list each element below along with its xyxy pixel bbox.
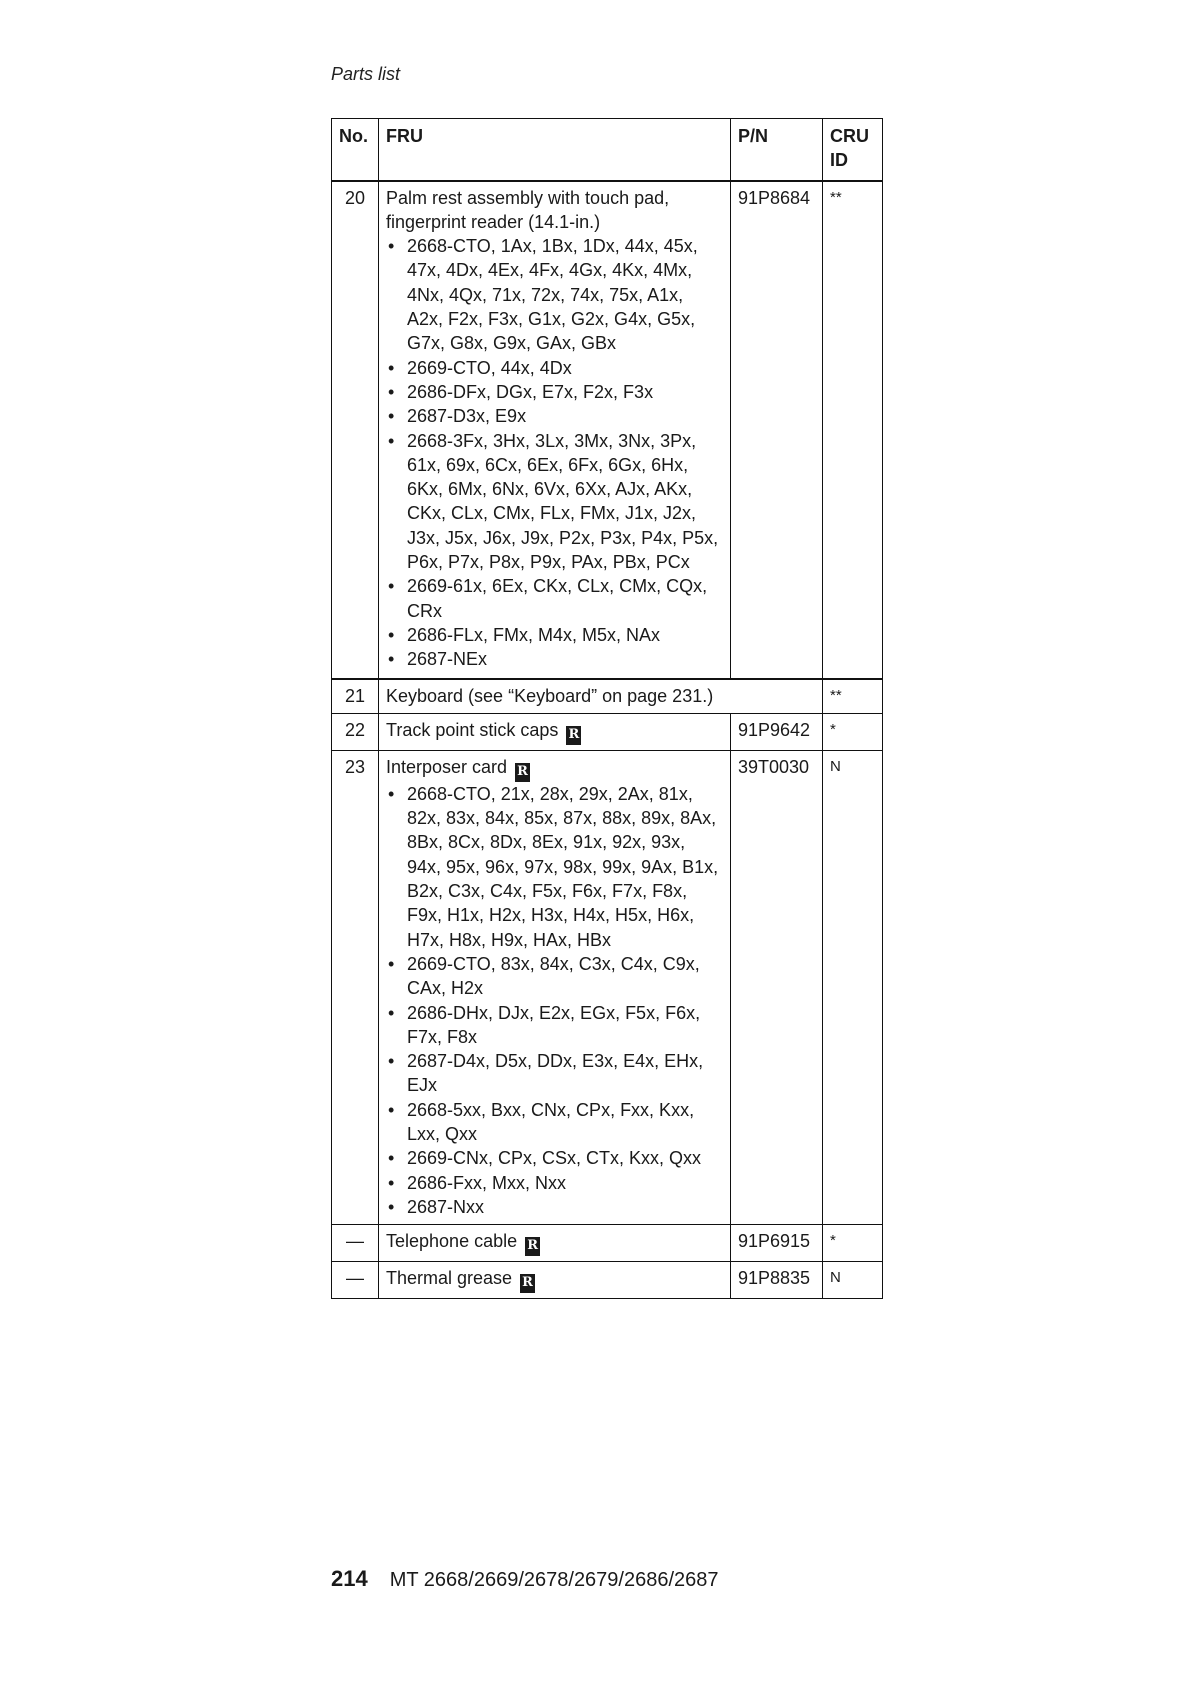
cru-id: **: [823, 181, 883, 679]
model-item: • 2686-FLx, FMx, M4x, M5x, NAx: [386, 623, 723, 647]
model-item: • 2686-DFx, DGx, E7x, F2x, F3x: [386, 380, 723, 404]
table-row: [332, 181, 883, 679]
row-number: 22: [332, 713, 379, 750]
row-number: 23: [332, 750, 379, 1224]
table-header-row: [332, 119, 883, 181]
column-header-fru: FRU: [379, 119, 731, 181]
cru-id: **: [823, 679, 883, 714]
table-row: [332, 1262, 883, 1299]
part-number: 91P9642: [731, 713, 823, 750]
retain-r-icon: R: [566, 726, 581, 745]
model-item: • 2686-Fxx, Mxx, Nxx: [386, 1171, 723, 1195]
fru-description: [379, 181, 731, 679]
fru-name: Interposer card: [386, 756, 508, 777]
model-item: • 2687-D4x, D5x, DDx, E3x, E4x, EHx, EJx: [386, 1049, 723, 1098]
model-item: • 2668-CTO, 21x, 28x, 29x, 2Ax, 81x, 82x, 83x, 84x, 85x, 87x, 88x, 89x, 8Ax, 8Bx, 8Cx, 8Dx, 8Ex, 91x, 92x, 93x, 94x, 95x, 96x, 97x, 98x, 99x, 9Ax, B1x, B2x, C3x, C4x, F5x, F6x, F7x, F8x, F9x, H1x, H2x, H3x, H4x, H5x, H6x, H7x, H8x, H9x, HAx, HBx: [386, 782, 723, 952]
model-list: [386, 234, 723, 671]
part-number: 91P8684: [731, 181, 823, 679]
retain-r-icon: R: [525, 1237, 540, 1256]
document-title: MT 2668/2669/2678/2679/2686/2687: [389, 1569, 719, 1591]
row-number: 20: [332, 181, 379, 679]
model-item: • 2668-3Fx, 3Hx, 3Lx, 3Mx, 3Nx, 3Px, 61x, 69x, 6Cx, 6Ex, 6Fx, 6Gx, 6Hx, 6Kx, 6Mx, 6Nx, 6Vx, 6Xx, AJx, AKx, CKx, CLx, CMx, FLx, FMx, J1x, J2x, J3x, J5x, J6x, J9x, P2x, P3x, P4x, P5x, P6x, P7x, P8x, P9x, PAx, PBx, PCx: [386, 429, 723, 575]
column-header-pn: P/N: [731, 119, 823, 181]
table-row: [332, 1225, 883, 1262]
fru-description: [379, 750, 731, 1224]
column-header-cru-id: CRU ID: [823, 119, 883, 181]
page-footer: [331, 1566, 719, 1592]
part-number: 91P6915: [731, 1225, 823, 1262]
row-number: —: [332, 1225, 379, 1262]
cru-id: N: [823, 1262, 883, 1299]
model-list: [386, 782, 723, 1219]
fru-name: Palm rest assembly with touch pad, fingerprint reader (14.1-in.): [386, 187, 670, 232]
fru-name: Thermal grease: [386, 1268, 513, 1289]
model-item: • 2668-5xx, Bxx, CNx, CPx, Fxx, Kxx, Lxx, Qxx: [386, 1098, 723, 1147]
row-number: —: [332, 1262, 379, 1299]
model-item: • 2669-CNx, CPx, CSx, CTx, Kxx, Qxx: [386, 1146, 723, 1170]
table-row: [332, 679, 883, 714]
model-item: • 2687-NEx: [386, 647, 723, 671]
model-item: • 2687-D3x, E9x: [386, 404, 723, 428]
retain-r-icon: R: [520, 1274, 535, 1293]
part-number: 91P8835: [731, 1262, 823, 1299]
table-row: [332, 713, 883, 750]
parts-table: [331, 118, 883, 1299]
column-header-no: No.: [332, 119, 379, 181]
fru-description: [379, 1262, 731, 1299]
running-header: Parts list: [331, 64, 401, 84]
model-item: • 2669-CTO, 44x, 4Dx: [386, 356, 723, 380]
cru-id: *: [823, 713, 883, 750]
model-item: • 2669-CTO, 83x, 84x, C3x, C4x, C9x, CAx, H2x: [386, 952, 723, 1001]
model-item: • 2686-DHx, DJx, E2x, EGx, F5x, F6x, F7x, F8x: [386, 1001, 723, 1050]
row-number: 21: [332, 679, 379, 714]
fru-name: Track point stick caps: [386, 719, 559, 740]
model-item: • 2668-CTO, 1Ax, 1Bx, 1Dx, 44x, 45x, 47x, 4Dx, 4Ex, 4Fx, 4Gx, 4Kx, 4Mx, 4Nx, 4Qx, 71x, 72x, 74x, 75x, A1x, A2x, F2x, F3x, G1x, G2x, G4x, G5x, G7x, G8x, G9x, GAx, GBx: [386, 234, 723, 355]
cru-id: N: [823, 750, 883, 1224]
retain-r-icon: R: [515, 763, 530, 782]
table-row: [332, 750, 883, 1224]
part-number: 39T0030: [731, 750, 823, 1224]
model-item: • 2669-61x, 6Ex, CKx, CLx, CMx, CQx, CRx: [386, 574, 723, 623]
cru-id: *: [823, 1225, 883, 1262]
fru-description: [379, 713, 731, 750]
fru-description: Keyboard (see “Keyboard” on page 231.): [379, 679, 823, 714]
fru-description: [379, 1225, 731, 1262]
model-item: • 2687-Nxx: [386, 1195, 723, 1219]
fru-name: Telephone cable: [386, 1231, 518, 1252]
page-number: 214: [331, 1566, 368, 1591]
